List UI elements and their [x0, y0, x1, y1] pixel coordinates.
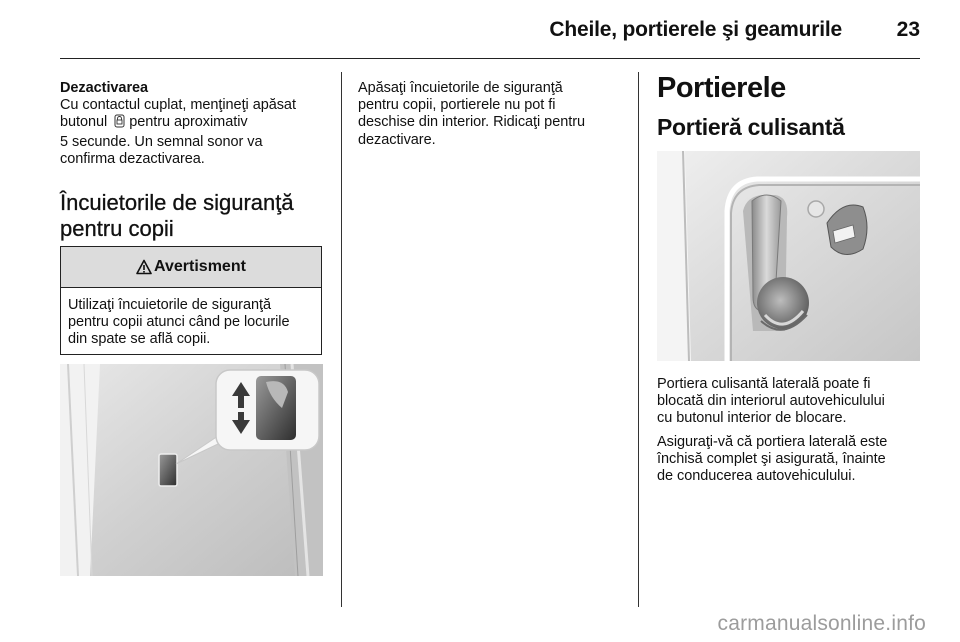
child-lock-instructions [358, 80, 630, 149]
deactivation-heading: Dezactivarea [60, 80, 149, 96]
middle-line-3: deschise din interior. Ridicaţi pentru [358, 114, 585, 131]
sliding-door-para-1 [657, 376, 929, 428]
warning-body [61, 288, 321, 349]
child-lock-illustration [60, 364, 323, 576]
header-divider [60, 58, 920, 59]
warning-box [60, 246, 322, 355]
deactivation-line-2-b: pentru aproximativ [125, 114, 248, 131]
deactivation-section [60, 80, 332, 168]
deactivation-line-4: confirma dezactivarea. [60, 150, 205, 167]
warning-header [61, 247, 321, 288]
sliding-door-subtitle: Portieră culisantă [657, 114, 845, 140]
child-locks-title-line-1: Încuietorile de siguranţă [60, 190, 294, 215]
sliding-door-para-2 [657, 434, 929, 486]
right-para2-line-2: închisă complet şi asigurată, înainte [657, 451, 886, 468]
deactivation-line-2 [60, 114, 332, 133]
warning-line-3: din spate se află copii. [68, 331, 211, 348]
deactivation-line-3: 5 secunde. Un semnal sonor va [60, 133, 263, 150]
lock-icon [114, 114, 125, 133]
doors-title: Portierele [657, 72, 786, 104]
right-para1-line-1: Portiera culisantă laterală poate fi [657, 376, 871, 392]
column-divider-left [341, 72, 342, 607]
right-para1-line-3: cu butonul interior de blocare. [657, 410, 847, 427]
middle-line-2: pentru copii, portierele nu pot fi [358, 97, 556, 114]
right-para2-line-3: de conducerea autovehiculului. [657, 468, 856, 485]
deactivation-line-2-a: butonul [60, 114, 108, 131]
middle-line-4: dezactivare. [358, 131, 436, 148]
right-para2-line-1: Asiguraţi-vă că portiera laterală este [657, 434, 888, 450]
child-locks-heading [60, 190, 332, 242]
page-number: 23 [896, 18, 920, 41]
warning-title: Avertisment [154, 258, 246, 275]
warning-triangle-icon [136, 259, 152, 275]
column-divider-right [638, 72, 639, 607]
child-locks-title-line-2: pentru copii [60, 216, 174, 241]
right-para1-line-2: blocată din interiorul autovehiculului [657, 393, 885, 410]
watermark: carmanualsonline.info [717, 612, 926, 635]
deactivation-line-1: Cu contactul cuplat, menţineţi apăsat [60, 97, 296, 114]
warning-line-2: pentru copii atunci când pe locurile [68, 314, 290, 331]
middle-line-1: Apăsaţi încuietorile de siguranţă [358, 80, 563, 96]
warning-line-1: Utilizaţi încuietorile de siguranţă [68, 297, 271, 313]
page-header-title: Cheile, portierele şi geamurile [549, 18, 842, 41]
sliding-door-illustration [657, 151, 920, 361]
